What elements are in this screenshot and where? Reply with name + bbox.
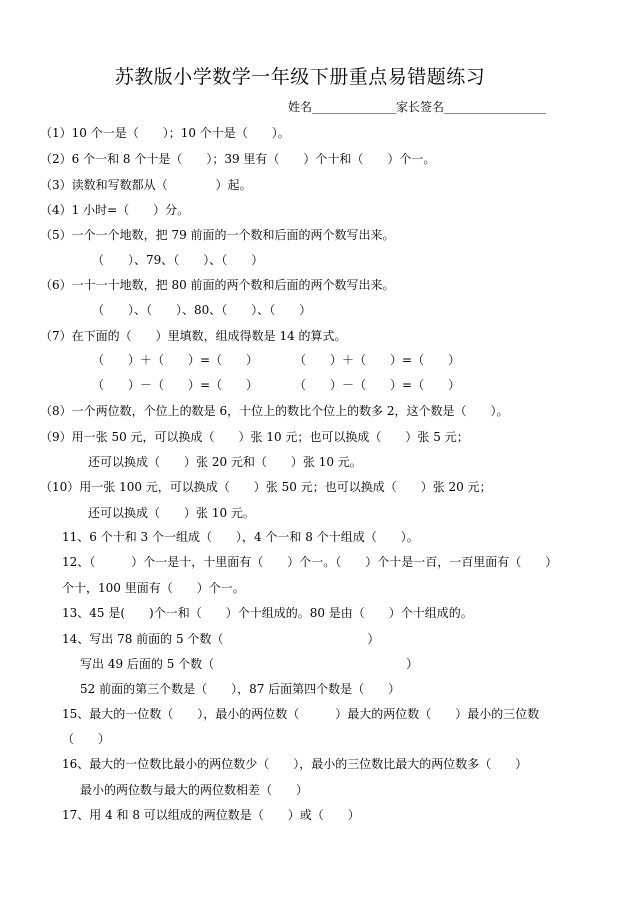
question-8: （8）一个两位数，个位上的数是 6，十位上的数比个位上的数多 2，这个数是（ ）。 (40, 404, 509, 418)
question-7-subtraction-row: （ ）－（ ）=（ ） （ ）－（ ）=（ ） (92, 378, 461, 392)
question-9: （9）用一张 50 元，可以换成（ ）张 10 元；也可以换成（ ）张 5 元； (40, 430, 469, 444)
question-10: （10）用一张 100 元，可以换成（ ）张 50 元；也可以换成（ ）张 20 元； (40, 480, 492, 494)
question-16-continued: 最小的两位数与最大的两位数相差（ ） (80, 783, 309, 797)
question-7-addition-row: （ ）＋（ ）=（ ） （ ）＋（ ）=（ ） (92, 353, 461, 367)
question-3: （3）读数和写数都从（ ）起。 (40, 178, 252, 192)
question-10-continued: 还可以换成（ ）张 10 元。 (88, 506, 255, 520)
question-14-part-3: 52 前面的第三个数是（ ），87 后面第四个数是（ ） (80, 682, 401, 696)
question-5: （5）一个一个地数，把 79 前面的一个数和后面的两个数写出来。 (40, 228, 395, 242)
question-4: （4）1 小时=（ ）分。 (40, 203, 190, 217)
name-and-parent-signature-line: 姓名______________家长签名_________________ (288, 100, 547, 114)
question-17: 17、用 4 和 8 可以组成的两位数是（ ）或（ ） (62, 808, 360, 822)
question-7: （7）在下面的（ ）里填数，组成得数是 14 的算式。 (40, 329, 347, 343)
question-14-part-2: 写出 49 后面的 5 个数（ ） (80, 657, 419, 671)
question-14: 14、写出 78 前面的 5 个数（ ） (62, 632, 380, 646)
question-12: 12、（ ）个一是十，十里面有（ ）个一。（ ）个十是一百，一百里面有（ ） (62, 555, 558, 569)
question-9-continued: 还可以换成（ ）张 20 元和（ ）张 10 元。 (88, 455, 362, 469)
question-16: 16、最大的一位数比最小的两位数少（ ），最小的三位数比最大的两位数多（ ） (62, 757, 528, 771)
question-6-answer-row: （ ）、（ ）、80、（ ）、（ ） (92, 303, 312, 317)
question-15-continued: （ ） (62, 732, 111, 746)
question-6: （6）一十一十地数，把 80 前面的两个数和后面的两个数写出来。 (40, 278, 395, 292)
question-11: 11、6 个十和 3 个一组成（ ），4 个一和 8 个十组成（ ）。 (62, 530, 419, 544)
question-2: （2）6 个一和 8 个十是（ ）；39 里有（ ）个十和（ ）个一。 (40, 152, 436, 166)
question-15: 15、最大的一位数（ ），最小的两位数（ ）最大的两位数（ ）最小的三位数 (62, 707, 540, 721)
question-13: 13、45 是( )个一和（ ）个十组成的。80 是由（ ）个十组成的。 (62, 606, 473, 620)
question-12-continued: 个十，100 里面有（ ）个一。 (62, 581, 245, 595)
question-1: （1）10 个一是（ ）；10 个十是（ ）。 (40, 126, 290, 140)
question-5-answer-row: （ ）、79、（ ）、（ ） (92, 253, 264, 267)
page-title: 苏教版小学数学一年级下册重点易错题练习 (114, 66, 486, 88)
